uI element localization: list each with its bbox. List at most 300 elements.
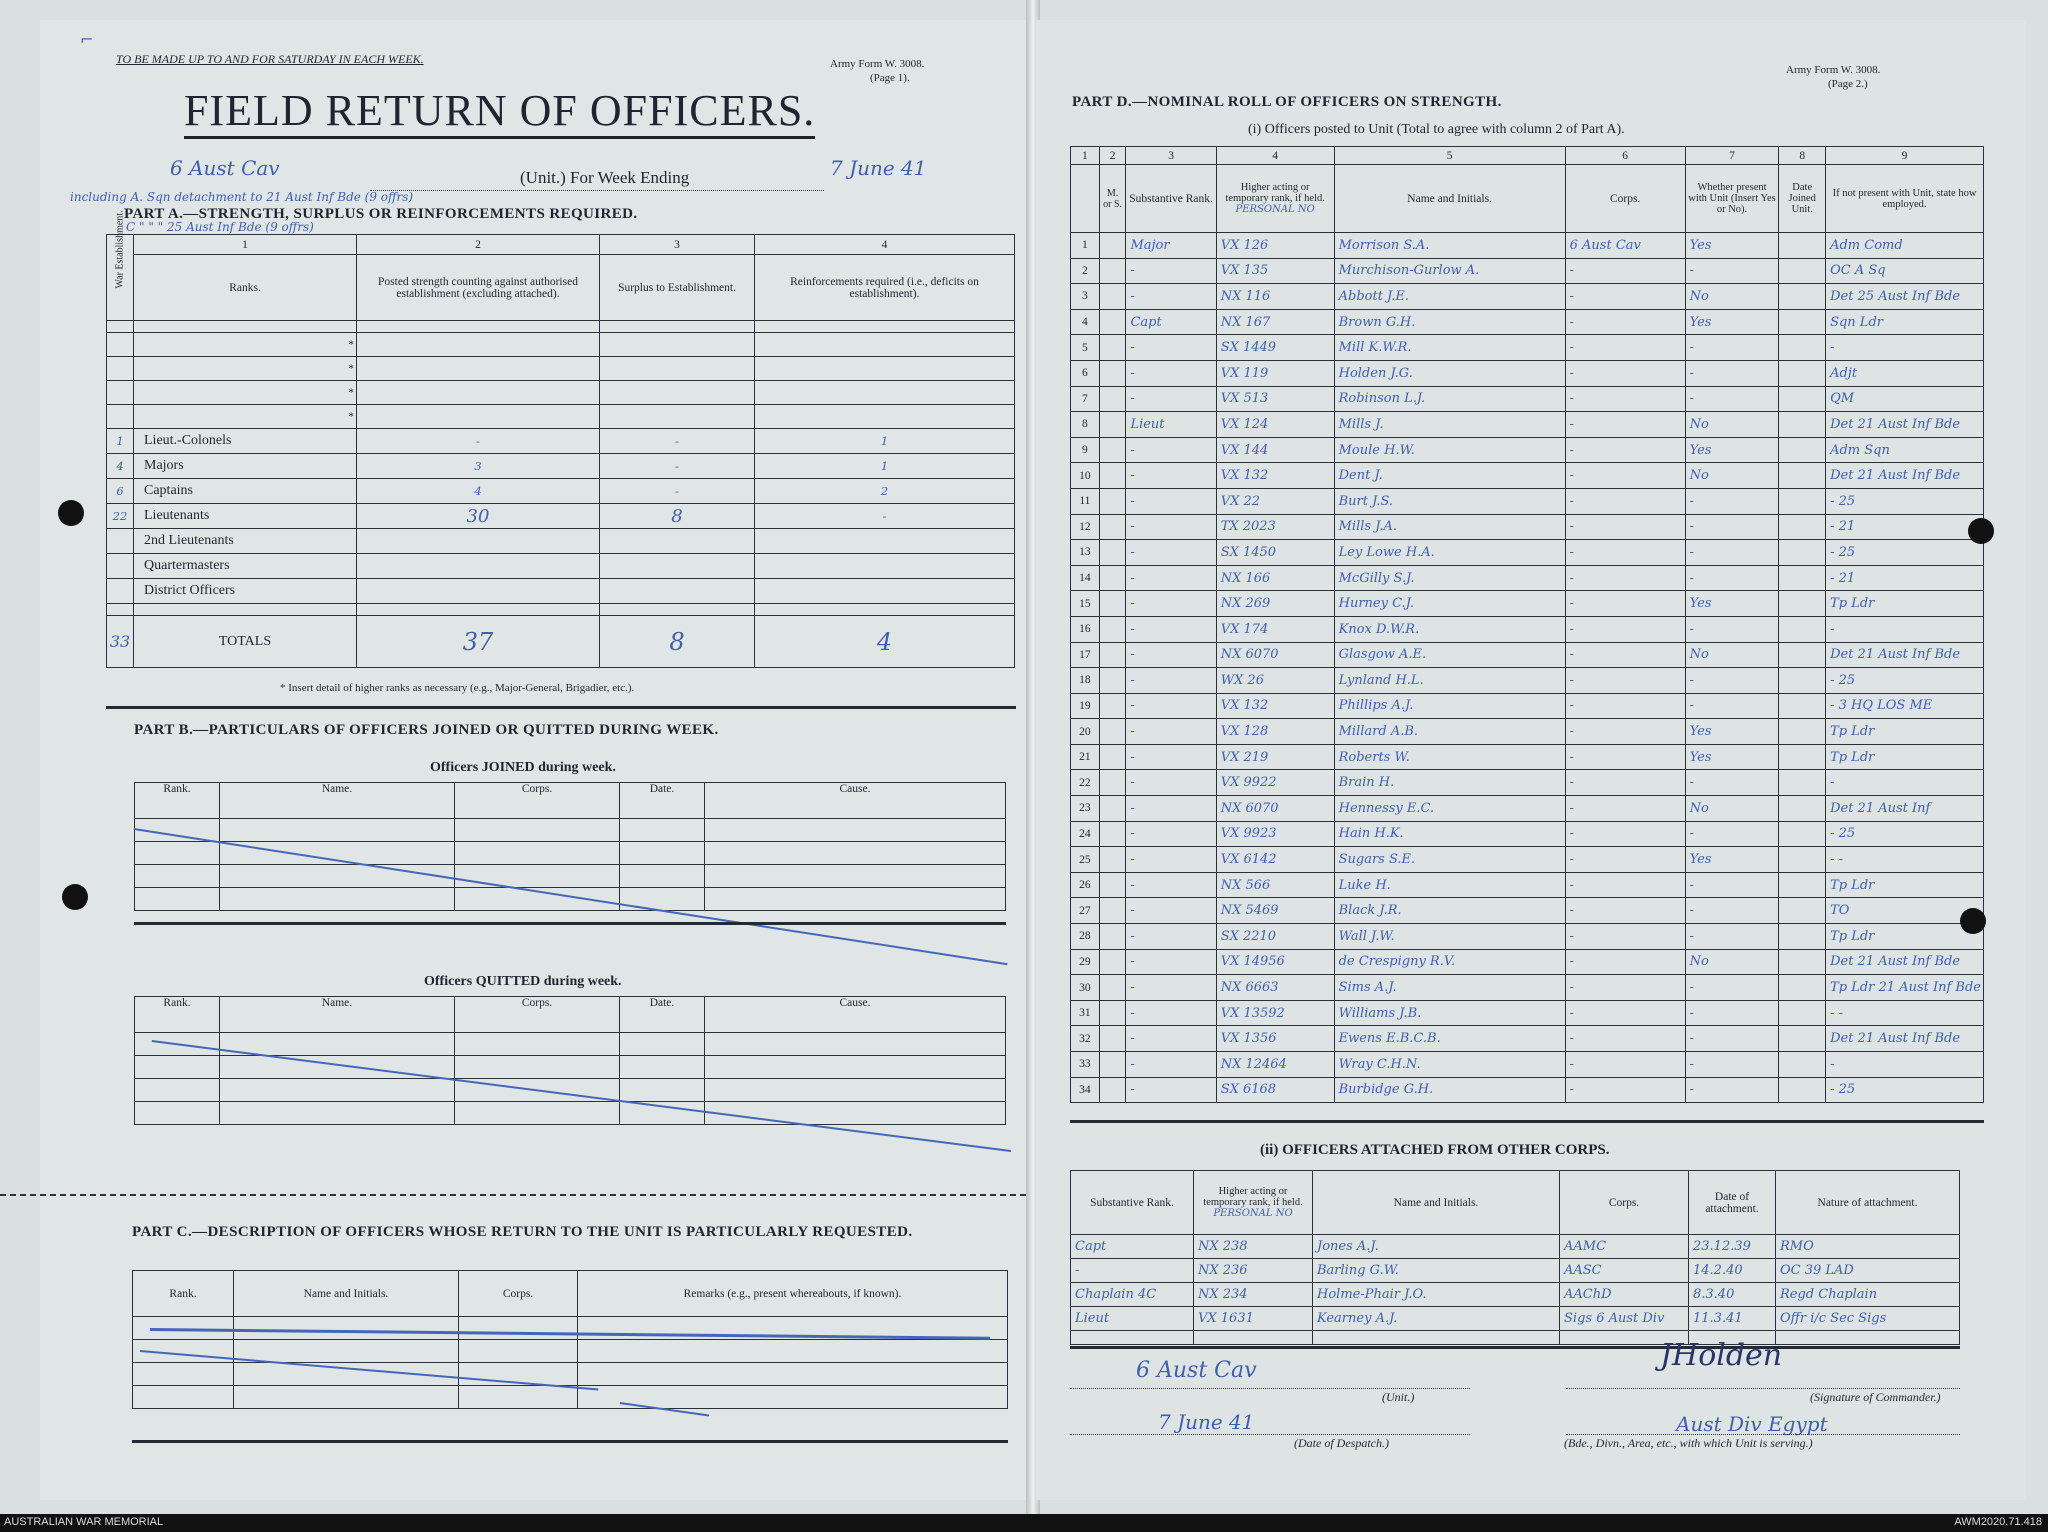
- roll-cell-corps: -: [1565, 386, 1685, 412]
- roll-cell-present: -: [1685, 821, 1779, 847]
- roll-row: [1071, 924, 1984, 950]
- roll-cell-name: de Crespigny R.V.: [1334, 949, 1565, 975]
- roll-cell-corps: -: [1565, 898, 1685, 924]
- roll-cell-corps: -: [1565, 924, 1685, 950]
- roll-cell-name: Holden J.G.: [1334, 360, 1565, 386]
- roll-cell-present: No: [1685, 284, 1779, 310]
- totals-posted: 37: [357, 616, 600, 668]
- roll-row: [1071, 437, 1984, 463]
- roll-cell-name: Brown G.H.: [1334, 309, 1565, 335]
- week-ending-value: 7 June 41: [830, 156, 927, 180]
- roll-cell-present: -: [1685, 386, 1779, 412]
- roll-cell-n: 7: [1071, 386, 1100, 412]
- roll-cell-present: -: [1685, 360, 1779, 386]
- punch-hole: [1960, 908, 1986, 934]
- attached-cell-rank: -: [1071, 1259, 1194, 1283]
- roll-row: [1071, 386, 1984, 412]
- unit-value: 6 Aust Cav: [170, 156, 280, 180]
- roll-cell-n: 8: [1071, 412, 1100, 438]
- part-d-heading: PART D.—NOMINAL ROLL OF OFFICERS ON STRENGTH.: [1072, 94, 1502, 110]
- roll-cell-rank: -: [1126, 1000, 1216, 1026]
- attached-row: [1071, 1259, 1960, 1283]
- roll-row: [1071, 642, 1984, 668]
- roll-cell-n: 33: [1071, 1052, 1100, 1078]
- roll-cell-employed: - -: [1826, 1000, 1984, 1026]
- roll-cell-rank: -: [1126, 1077, 1216, 1103]
- roll-row: [1071, 719, 1984, 745]
- roll-cell-corps: -: [1565, 309, 1685, 335]
- roll-cell-n: 20: [1071, 719, 1100, 745]
- roll-cell-name: Mills J.: [1334, 412, 1565, 438]
- roll-cell-rank: -: [1126, 872, 1216, 898]
- roll-cell-name: Hurney C.J.: [1334, 591, 1565, 617]
- roll-cell-name: Millard A.B.: [1334, 719, 1565, 745]
- roll-cell-employed: - 25: [1826, 1077, 1984, 1103]
- part-c-table: Rank. Name and Initials. Corps. Remarks (e.g., present whereabouts, if known).: [132, 1270, 1008, 1409]
- attached-cell-nature: Regd Chaplain: [1776, 1283, 1960, 1307]
- roll-cell-n: 12: [1071, 514, 1100, 540]
- roll-cell-employed: -: [1826, 616, 1984, 642]
- roll-cell-name: Sims A.J.: [1334, 975, 1565, 1001]
- roll-cell-rank: -: [1126, 284, 1216, 310]
- roll-cell-employed: Adjt: [1826, 360, 1984, 386]
- posted-strength-header: Posted strength counting against authorised establishment (excluding attached).: [357, 255, 600, 321]
- roll-cell-name: Ewens E.B.C.B.: [1334, 1026, 1565, 1052]
- war-establishment-header: War Establishment.: [114, 210, 126, 289]
- strength-row: 4 Majors 3 - 1: [107, 454, 1015, 479]
- roll-cell-name: Black J.R.: [1334, 898, 1565, 924]
- roll-cell-corps: -: [1565, 284, 1685, 310]
- attached-cell-name: Kearney A.J.: [1313, 1307, 1560, 1331]
- roll-cell-no: VX 135: [1216, 258, 1334, 284]
- roll-cell-name: Phillips A.J.: [1334, 693, 1565, 719]
- roll-cell-employed: Det 21 Aust Inf Bde: [1826, 1026, 1984, 1052]
- strength-row: 6 Captains 4 - 2: [107, 479, 1015, 504]
- personal-no-annotation: PERSONAL NO: [1235, 204, 1315, 215]
- roll-cell-name: Glasgow A.E.: [1334, 642, 1565, 668]
- attached-cell-corps: Sigs 6 Aust Div: [1560, 1307, 1689, 1331]
- roll-cell-corps: -: [1565, 565, 1685, 591]
- roll-cell-employed: - 21: [1826, 565, 1984, 591]
- strength-row: 22 Lieutenants 30 8 -: [107, 504, 1015, 529]
- part-d-subheading: (i) Officers posted to Unit (Total to agree with column 2 of Part A).: [1248, 122, 1625, 137]
- roll-cell-corps: -: [1565, 1077, 1685, 1103]
- roll-cell-corps: -: [1565, 847, 1685, 873]
- roll-cell-employed: -: [1826, 1052, 1984, 1078]
- roll-cell-name: Wall J.W.: [1334, 924, 1565, 950]
- roll-row: [1071, 258, 1984, 284]
- roll-cell-rank: -: [1126, 488, 1216, 514]
- roll-cell-present: No: [1685, 463, 1779, 489]
- roll-cell-employed: -: [1826, 770, 1984, 796]
- roll-cell-employed: Tp Ldr 21 Aust Inf Bde: [1826, 975, 1984, 1001]
- perforation-line: [0, 1194, 1066, 1196]
- roll-row: [1071, 744, 1984, 770]
- unit-note-2: C " " " 25 Aust Inf Bde (9 offrs): [126, 220, 314, 234]
- roll-cell-no: VX 124: [1216, 412, 1334, 438]
- roll-cell-n: 3: [1071, 284, 1100, 310]
- roll-cell-n: 16: [1071, 616, 1100, 642]
- part-a-footnote: * Insert detail of higher ranks as necessary (e.g., Major-General, Brigadier, etc.).: [280, 682, 635, 694]
- punch-hole: [1968, 518, 1994, 544]
- handwritten-tick: ⌐: [80, 30, 94, 49]
- roll-cell-corps: -: [1565, 1000, 1685, 1026]
- roll-cell-name: Hennessy E.C.: [1334, 796, 1565, 822]
- strength-row: 2nd Lieutenants: [107, 529, 1015, 554]
- roll-cell-name: Ley Lowe H.A.: [1334, 540, 1565, 566]
- roll-cell-corps: -: [1565, 872, 1685, 898]
- roll-cell-rank: Lieut: [1126, 412, 1216, 438]
- roll-cell-name: McGilly S.J.: [1334, 565, 1565, 591]
- roll-cell-employed: Det 21 Aust Inf Bde: [1826, 642, 1984, 668]
- roll-cell-no: VX 513: [1216, 386, 1334, 412]
- roll-row: [1071, 412, 1984, 438]
- roll-row: [1071, 591, 1984, 617]
- roll-cell-corps: -: [1565, 770, 1685, 796]
- roll-cell-present: -: [1685, 693, 1779, 719]
- roll-cell-no: NX 167: [1216, 309, 1334, 335]
- ranks-header: Ranks.: [134, 255, 357, 321]
- divider: [132, 1440, 1008, 1443]
- roll-cell-corps: -: [1565, 1052, 1685, 1078]
- roll-cell-employed: Det 25 Aust Inf Bde: [1826, 284, 1984, 310]
- roll-cell-rank: Major: [1126, 233, 1216, 259]
- unit-note-1: including A. Sqn detachment to 21 Aust Inf Bde (9 offrs): [70, 190, 414, 204]
- roll-cell-corps: -: [1565, 616, 1685, 642]
- roll-cell-rank: -: [1126, 770, 1216, 796]
- roll-cell-employed: Tp Ldr: [1826, 719, 1984, 745]
- roll-cell-no: NX 566: [1216, 872, 1334, 898]
- totals-reinforcements: 4: [755, 616, 1015, 668]
- punch-hole: [58, 500, 84, 526]
- despatch-value: 7 June 41: [1158, 1410, 1255, 1434]
- roll-cell-name: Lynland H.L.: [1334, 668, 1565, 694]
- roll-row: [1071, 668, 1984, 694]
- roll-cell-no: NX 5469: [1216, 898, 1334, 924]
- roll-cell-corps: -: [1565, 335, 1685, 361]
- attached-heading: (ii) OFFICERS ATTACHED FROM OTHER CORPS.: [1260, 1142, 1610, 1158]
- strength-row: District Officers: [107, 579, 1015, 604]
- roll-row: [1071, 847, 1984, 873]
- roll-cell-present: -: [1685, 1052, 1779, 1078]
- roll-cell-present: Yes: [1685, 744, 1779, 770]
- col-number-2: 2: [357, 235, 600, 255]
- roll-cell-employed: -: [1826, 335, 1984, 361]
- roll-cell-employed: Det 21 Aust Inf: [1826, 796, 1984, 822]
- roll-cell-n: 18: [1071, 668, 1100, 694]
- roll-cell-n: 11: [1071, 488, 1100, 514]
- attached-cell-rank: Lieut: [1071, 1307, 1194, 1331]
- roll-cell-rank: -: [1126, 565, 1216, 591]
- roll-cell-no: VX 219: [1216, 744, 1334, 770]
- roll-cell-name: Mills J.A.: [1334, 514, 1565, 540]
- roll-cell-corps: -: [1565, 975, 1685, 1001]
- attached-cell-rank: Capt: [1071, 1235, 1194, 1259]
- roll-cell-no: VX 132: [1216, 693, 1334, 719]
- bde-label: (Bde., Divn., Area, etc., with which Unit is serving.): [1564, 1436, 1813, 1450]
- roll-cell-rank: -: [1126, 463, 1216, 489]
- roll-cell-employed: Det 21 Aust Inf Bde: [1826, 949, 1984, 975]
- roll-cell-rank: -: [1126, 642, 1216, 668]
- roll-cell-n: 13: [1071, 540, 1100, 566]
- roll-cell-employed: Tp Ldr: [1826, 591, 1984, 617]
- page-two: [1036, 20, 2026, 1500]
- roll-cell-employed: - 25: [1826, 821, 1984, 847]
- roll-cell-name: Sugars S.E.: [1334, 847, 1565, 873]
- totals-label: TOTALS: [134, 616, 357, 668]
- roll-row: [1071, 514, 1984, 540]
- roll-cell-employed: QM: [1826, 386, 1984, 412]
- divider: [1070, 1346, 1960, 1349]
- strength-row: Quartermasters: [107, 554, 1015, 579]
- header-note: TO BE MADE UP TO AND FOR SATURDAY IN EACH WEEK.: [116, 52, 424, 66]
- roll-cell-present: No: [1685, 412, 1779, 438]
- form-title: FIELD RETURN OF OFFICERS.: [184, 86, 815, 139]
- star-row: *: [107, 333, 1015, 357]
- roll-cell-no: VX 1356: [1216, 1026, 1334, 1052]
- roll-cell-corps: -: [1565, 437, 1685, 463]
- roll-cell-employed: TO: [1826, 898, 1984, 924]
- sig-unit-value: 6 Aust Cav: [1136, 1358, 1257, 1383]
- archive-footer: [0, 1514, 2048, 1532]
- nominal-roll-body: [1071, 233, 1984, 1103]
- roll-cell-no: SX 2210: [1216, 924, 1334, 950]
- col-number-1: 1: [134, 235, 357, 255]
- roll-cell-corps: -: [1565, 412, 1685, 438]
- roll-cell-n: 25: [1071, 847, 1100, 873]
- star-row: *: [107, 405, 1015, 429]
- punch-hole: [62, 884, 88, 910]
- roll-cell-present: -: [1685, 335, 1779, 361]
- roll-cell-name: Robinson L.J.: [1334, 386, 1565, 412]
- roll-cell-rank: -: [1126, 1052, 1216, 1078]
- roll-cell-no: VX 174: [1216, 616, 1334, 642]
- roll-cell-n: 28: [1071, 924, 1100, 950]
- roll-cell-no: SX 1449: [1216, 335, 1334, 361]
- roll-cell-corps: -: [1565, 360, 1685, 386]
- sig-commander-label: (Signature of Commander.): [1810, 1390, 1941, 1404]
- roll-cell-n: 26: [1071, 872, 1100, 898]
- reinforcements-header: Reinforcements required (i.e., deficits on establishment).: [755, 255, 1015, 321]
- roll-cell-name: Knox D.W.R.: [1334, 616, 1565, 642]
- roll-cell-no: VX 132: [1216, 463, 1334, 489]
- star-row: *: [107, 357, 1015, 381]
- roll-cell-no: WX 26: [1216, 668, 1334, 694]
- roll-cell-present: Yes: [1685, 437, 1779, 463]
- roll-cell-rank: -: [1126, 591, 1216, 617]
- roll-cell-rank: -: [1126, 258, 1216, 284]
- roll-cell-employed: Det 21 Aust Inf Bde: [1826, 463, 1984, 489]
- roll-cell-name: Luke H.: [1334, 872, 1565, 898]
- attached-cell-no: NX 234: [1194, 1283, 1313, 1307]
- roll-cell-name: Williams J.B.: [1334, 1000, 1565, 1026]
- roll-cell-rank: -: [1126, 335, 1216, 361]
- roll-row: [1071, 1026, 1984, 1052]
- roll-cell-present: -: [1685, 770, 1779, 796]
- roll-cell-rank: -: [1126, 1026, 1216, 1052]
- roll-cell-no: NX 269: [1216, 591, 1334, 617]
- roll-cell-present: -: [1685, 668, 1779, 694]
- quitted-title: Officers QUITTED during week.: [424, 974, 622, 989]
- roll-cell-present: -: [1685, 514, 1779, 540]
- page-number-label: (Page 2.): [1828, 78, 1868, 90]
- roll-cell-no: NX 6070: [1216, 642, 1334, 668]
- roll-cell-present: Yes: [1685, 309, 1779, 335]
- roll-cell-n: 22: [1071, 770, 1100, 796]
- roll-row: [1071, 821, 1984, 847]
- roll-cell-no: NX 12464: [1216, 1052, 1334, 1078]
- part-a-heading: PART A.—STRENGTH, SURPLUS OR REINFORCEMENTS REQUIRED.: [124, 206, 638, 222]
- roll-cell-n: 15: [1071, 591, 1100, 617]
- roll-row: [1071, 463, 1984, 489]
- roll-cell-name: Mill K.W.R.: [1334, 335, 1565, 361]
- roll-row: [1071, 1052, 1984, 1078]
- nominal-roll-table: 1 2 3 4 5 6 7 8 9 M. or S. Substantive Rank. Higher acting or temporary rank, if held. PERSONAL NO Name and Initials. Corps. Whether present with Unit (Insert Yes or No). Date Joined Unit. If not present with Unit, state how employed. 1 Major VX 126 Morrison S.A. 6 Aust Cav Yes Adm Comd 2 - VX 135 Murchison-Gurlow A. - - OC A Sq 3 - NX 116 Abbott J.E. - No Det 25 Aust Inf Bde 4 Capt NX 167 Brown G.H. - Yes Sqn Ldr 5 - SX 1449 Mill K.W.R. - - - 6 - VX 119 Holden J.G. - - Adjt 7 - VX 513 Robinson L.J. - - QM 8 Lieut VX 124 Mills J. - No Det 21 Aust Inf Bde 9 - VX 144 Moule H.W. - Yes Adm Sqn 10 - VX 132 Dent J. - No Det 21 Aust Inf Bde 11 - VX 22 Burt J.S. - - - 25 12 - TX 2023 Mills J.A. - - - 21 13 - SX 1450 Ley Lowe H.A. - - - 25 14 - NX 166 McGilly S.J. - - - 21 15 - NX 269 Hurney C.J. - Yes Tp Ldr 16 - VX 174 Knox D.W.R. - - - 17 - NX 6070 Glasgow A.E. - No Det 21 Aust Inf Bde 18 - WX 26 Lynland H.L. - - - 25 19 - VX 132 Phillips A.J. - - - 3 HQ LOS ME 20 - VX 128 Millard A.B. - Yes Tp Ldr 21 - VX 219 Roberts W. - Yes Tp Ldr 22 - VX 9922 Brain H. - - - 23 - NX 6070 Hennessy E.C. - No Det 21 Aust Inf 24 - VX 9923 Hain H.K. - - - 25 25 - VX 6142 Sugars S.E. - Yes - - 26 - NX 566 Luke H. - - Tp Ldr 27 - NX 5469 Black J.R. - - TO 28 - SX 2210 Wall J.W. - - Tp Ldr 29 - VX 14956 de Crespigny R.V. - No Det 21 Aust Inf Bde 30 - NX 6663 Sims A.J. - - Tp Ldr 21 Aust Inf Bde 31 - VX 13592 Williams J.B. - - - - 32 - VX 1356 Ewens E.B.C.B. - - Det 21 Aust Inf Bde 33 - NX 12464 Wray C.H.N. - - - 34 - SX 6168 Burbidge G.H. - - - 25: [1070, 146, 1984, 1103]
- attached-cell-no: NX 238: [1194, 1235, 1313, 1259]
- roll-cell-employed: - 21: [1826, 514, 1984, 540]
- roll-cell-no: VX 9922: [1216, 770, 1334, 796]
- attached-cell-no: NX 236: [1194, 1259, 1313, 1283]
- roll-cell-n: 19: [1071, 693, 1100, 719]
- attached-cell-date: 11.3.41: [1689, 1307, 1776, 1331]
- attached-cell-date: 23.12.39: [1689, 1235, 1776, 1259]
- roll-cell-rank: -: [1126, 437, 1216, 463]
- roll-cell-corps: -: [1565, 463, 1685, 489]
- roll-cell-no: VX 128: [1216, 719, 1334, 745]
- roll-cell-corps: -: [1565, 719, 1685, 745]
- roll-cell-rank: -: [1126, 719, 1216, 745]
- roll-cell-rank: -: [1126, 924, 1216, 950]
- attached-row: [1071, 1307, 1960, 1331]
- roll-row: [1071, 565, 1984, 591]
- roll-cell-rank: -: [1126, 386, 1216, 412]
- roll-cell-employed: - 25: [1826, 540, 1984, 566]
- attached-cell-corps: AASC: [1560, 1259, 1689, 1283]
- attached-cell-name: Holme-Phair J.O.: [1313, 1283, 1560, 1307]
- roll-cell-rank: -: [1126, 514, 1216, 540]
- roll-cell-n: 5: [1071, 335, 1100, 361]
- roll-cell-no: SX 1450: [1216, 540, 1334, 566]
- roll-cell-n: 29: [1071, 949, 1100, 975]
- roll-row: [1071, 309, 1984, 335]
- star-row: *: [107, 381, 1015, 405]
- roll-cell-present: Yes: [1685, 847, 1779, 873]
- roll-cell-present: -: [1685, 565, 1779, 591]
- roll-cell-no: NX 6663: [1216, 975, 1334, 1001]
- roll-cell-present: -: [1685, 872, 1779, 898]
- roll-cell-corps: -: [1565, 540, 1685, 566]
- roll-cell-no: VX 126: [1216, 233, 1334, 259]
- roll-cell-no: VX 119: [1216, 360, 1334, 386]
- roll-cell-present: -: [1685, 258, 1779, 284]
- roll-cell-present: No: [1685, 796, 1779, 822]
- attached-cell-date: 14.2.40: [1689, 1259, 1776, 1283]
- roll-cell-employed: - 25: [1826, 668, 1984, 694]
- roll-cell-present: -: [1685, 1077, 1779, 1103]
- roll-cell-corps: -: [1565, 514, 1685, 540]
- roll-row: [1071, 616, 1984, 642]
- roll-cell-n: 4: [1071, 309, 1100, 335]
- roll-row: [1071, 975, 1984, 1001]
- roll-row: [1071, 693, 1984, 719]
- divider: [106, 706, 1016, 709]
- attached-cell-corps: AAChD: [1560, 1283, 1689, 1307]
- roll-cell-no: TX 2023: [1216, 514, 1334, 540]
- roll-cell-corps: -: [1565, 668, 1685, 694]
- roll-cell-corps: -: [1565, 642, 1685, 668]
- totals-war-establishment: 33: [107, 616, 134, 668]
- roll-row: [1071, 488, 1984, 514]
- roll-cell-present: No: [1685, 642, 1779, 668]
- roll-cell-n: 27: [1071, 898, 1100, 924]
- roll-cell-no: NX 116: [1216, 284, 1334, 310]
- attached-cell-date: 8.3.40: [1689, 1283, 1776, 1307]
- roll-cell-n: 2: [1071, 258, 1100, 284]
- attached-cell-nature: RMO: [1776, 1235, 1960, 1259]
- roll-cell-name: Abbott J.E.: [1334, 284, 1565, 310]
- roll-cell-n: 9: [1071, 437, 1100, 463]
- roll-cell-employed: OC A Sq: [1826, 258, 1984, 284]
- quitted-table: Rank. Name. Corps. Date. Cause.: [134, 996, 1006, 1125]
- roll-cell-employed: Det 21 Aust Inf Bde: [1826, 412, 1984, 438]
- attached-cell-corps: AAMC: [1560, 1235, 1689, 1259]
- roll-row: [1071, 898, 1984, 924]
- roll-row: [1071, 360, 1984, 386]
- roll-cell-rank: -: [1126, 898, 1216, 924]
- roll-cell-rank: -: [1126, 847, 1216, 873]
- roll-cell-present: -: [1685, 1026, 1779, 1052]
- roll-cell-name: Hain H.K.: [1334, 821, 1565, 847]
- roll-cell-rank: -: [1126, 360, 1216, 386]
- roll-row: [1071, 770, 1984, 796]
- unit-line: [370, 190, 824, 191]
- roll-row: [1071, 872, 1984, 898]
- army-form-label: Army Form W. 3008.: [830, 58, 925, 70]
- roll-cell-no: SX 6168: [1216, 1077, 1334, 1103]
- commander-signature: JHolden: [1660, 1338, 1783, 1373]
- roll-cell-n: 6: [1071, 360, 1100, 386]
- roll-cell-present: -: [1685, 924, 1779, 950]
- roll-cell-n: 34: [1071, 1077, 1100, 1103]
- roll-cell-present: -: [1685, 488, 1779, 514]
- roll-cell-employed: - 3 HQ LOS ME: [1826, 693, 1984, 719]
- attached-cell-nature: OC 39 LAD: [1776, 1259, 1960, 1283]
- roll-cell-n: 30: [1071, 975, 1100, 1001]
- attached-cell-name: Barling G.W.: [1313, 1259, 1560, 1283]
- totals-surplus: 8: [600, 616, 755, 668]
- roll-cell-name: Brain H.: [1334, 770, 1565, 796]
- roll-cell-corps: -: [1565, 693, 1685, 719]
- roll-cell-name: Burt J.S.: [1334, 488, 1565, 514]
- roll-row: [1071, 1077, 1984, 1103]
- roll-cell-present: Yes: [1685, 591, 1779, 617]
- roll-cell-n: 14: [1071, 565, 1100, 591]
- roll-cell-corps: -: [1565, 591, 1685, 617]
- divider: [1070, 1120, 1984, 1123]
- archive-reference: AWM2020.71.418: [1954, 1516, 2042, 1528]
- sig-unit-label: (Unit.): [1382, 1390, 1415, 1404]
- roll-cell-no: VX 14956: [1216, 949, 1334, 975]
- roll-cell-name: Dent J.: [1334, 463, 1565, 489]
- roll-cell-present: -: [1685, 898, 1779, 924]
- roll-cell-rank: -: [1126, 616, 1216, 642]
- roll-cell-no: VX 6142: [1216, 847, 1334, 873]
- roll-cell-n: 17: [1071, 642, 1100, 668]
- roll-cell-name: Morrison S.A.: [1334, 233, 1565, 259]
- roll-row: [1071, 233, 1984, 259]
- roll-cell-corps: -: [1565, 821, 1685, 847]
- roll-cell-corps: -: [1565, 488, 1685, 514]
